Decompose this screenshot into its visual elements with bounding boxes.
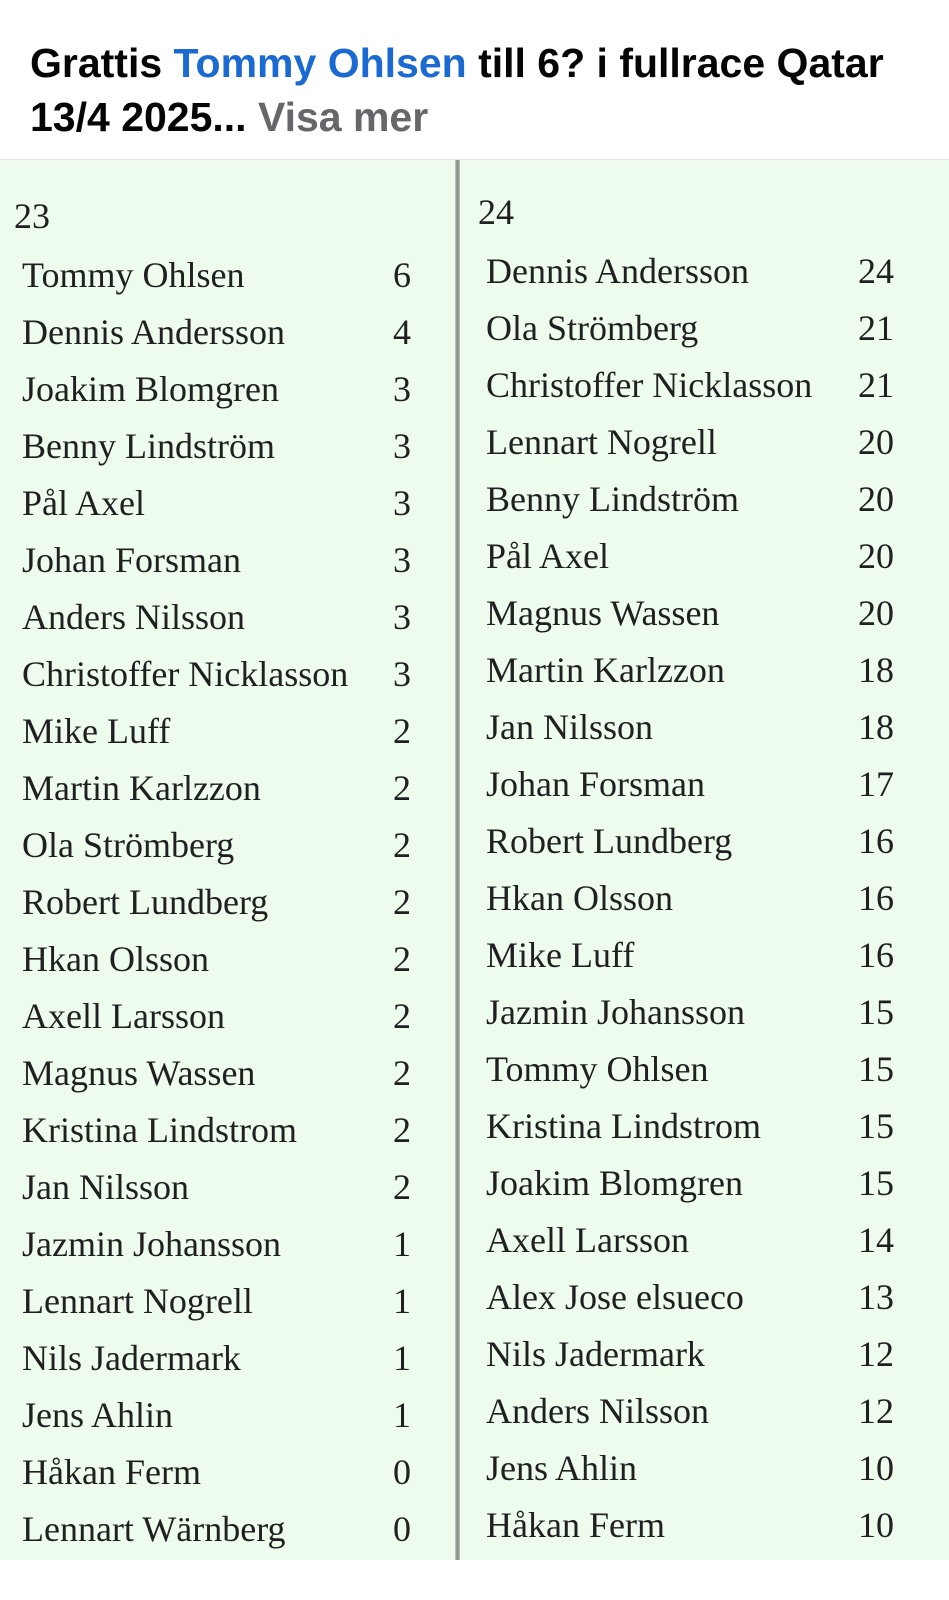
table-row <box>22 817 455 874</box>
player-points: 16 <box>858 935 894 975</box>
post-photo[interactable] <box>0 160 949 1560</box>
post-header <box>0 0 949 160</box>
player-name: Anders Nilsson <box>22 597 245 637</box>
table-row <box>486 1326 949 1383</box>
player-points: 12 <box>858 1334 894 1374</box>
player-points: 2 <box>393 711 411 751</box>
table-row <box>486 414 949 471</box>
table-row <box>22 1387 455 1444</box>
player-name: Kristina Lindstrom <box>486 1106 761 1146</box>
player-name: Jens Ahlin <box>22 1395 174 1435</box>
player-points: 20 <box>858 479 894 519</box>
player-points: 12 <box>858 1391 894 1431</box>
player-points: 3 <box>393 540 411 580</box>
player-name: Robert Lundberg <box>22 882 269 922</box>
table-row <box>22 1330 455 1387</box>
caption-suffix: till 6? i fullrace Qatar 13/4 2025... <box>30 40 884 140</box>
table-row <box>486 300 949 357</box>
player-name: Axell Larsson <box>486 1220 689 1260</box>
player-name: Magnus Wassen <box>22 1053 256 1093</box>
table-row <box>486 642 949 699</box>
player-points: 14 <box>858 1220 894 1260</box>
player-name: Jazmin Johansson <box>486 992 745 1032</box>
player-name: Tommy Ohlsen <box>486 1049 709 1089</box>
player-name: Axell Larsson <box>22 996 225 1036</box>
table-row <box>22 646 455 703</box>
player-name: Ola Strömberg <box>486 308 699 348</box>
player-name: Dennis Andersson <box>486 251 749 291</box>
player-points: 1 <box>393 1281 411 1321</box>
player-name: Robert Lundberg <box>486 821 733 861</box>
player-name: Johan Forsman <box>22 540 241 580</box>
player-points: 3 <box>393 654 411 694</box>
player-points: 2 <box>393 996 411 1036</box>
player-points: 21 <box>858 365 894 405</box>
table-row <box>22 247 455 304</box>
table-row <box>486 1212 949 1269</box>
table-row <box>22 760 455 817</box>
player-name: Magnus Wassen <box>486 593 720 633</box>
player-points: 20 <box>858 536 894 576</box>
table-row <box>486 1155 949 1212</box>
table-rows-left <box>22 247 455 1558</box>
player-name: Håkan Ferm <box>22 1452 201 1492</box>
player-name: Hkan Olsson <box>486 878 673 918</box>
table-row <box>486 870 949 927</box>
player-name: Lennart Wärnberg <box>22 1509 286 1549</box>
player-points: 15 <box>858 1049 894 1089</box>
player-points: 3 <box>393 426 411 466</box>
player-name: Mike Luff <box>486 935 635 975</box>
table-row <box>22 589 455 646</box>
table-row <box>486 585 949 642</box>
player-name: Joakim Blomgren <box>22 369 279 409</box>
mention-link[interactable]: Tommy Ohlsen <box>173 40 467 86</box>
player-points: 0 <box>393 1509 411 1549</box>
table-row <box>22 532 455 589</box>
player-points: 16 <box>858 878 894 918</box>
player-points: 2 <box>393 1110 411 1150</box>
player-points: 20 <box>858 593 894 633</box>
player-points: 2 <box>393 768 411 808</box>
player-name: Pål Axel <box>486 536 609 576</box>
player-points: 21 <box>858 308 894 348</box>
player-points: 1 <box>393 1338 411 1378</box>
table-rows-right <box>486 243 949 1554</box>
player-points: 2 <box>393 1053 411 1093</box>
table-heading-right: 24 <box>478 192 514 232</box>
player-name: Martin Karlzzon <box>486 650 725 690</box>
table-row <box>22 703 455 760</box>
player-name: Jazmin Johansson <box>22 1224 281 1264</box>
player-points: 1 <box>393 1395 411 1435</box>
player-points: 24 <box>858 251 894 291</box>
player-points: 3 <box>393 483 411 523</box>
standings-table-right <box>460 160 949 1560</box>
player-name: Håkan Ferm <box>486 1505 665 1545</box>
table-row <box>22 874 455 931</box>
player-points: 20 <box>858 422 894 462</box>
table-row <box>486 1440 949 1497</box>
player-name: Kristina Lindstrom <box>22 1110 297 1150</box>
table-row <box>22 418 455 475</box>
player-points: 2 <box>393 939 411 979</box>
table-row <box>22 931 455 988</box>
player-points: 17 <box>858 764 894 804</box>
bottom-area <box>0 1560 949 1600</box>
player-name: Joakim Blomgren <box>486 1163 743 1203</box>
player-points: 18 <box>858 707 894 747</box>
player-points: 15 <box>858 992 894 1032</box>
player-name: Pål Axel <box>22 483 145 523</box>
player-points: 3 <box>393 597 411 637</box>
player-name: Christoffer Nicklasson <box>486 365 813 405</box>
player-name: Jens Ahlin <box>486 1448 638 1488</box>
player-name: Benny Lindström <box>22 426 275 466</box>
table-row <box>22 304 455 361</box>
table-row <box>22 1159 455 1216</box>
table-row <box>22 1102 455 1159</box>
player-points: 15 <box>858 1106 894 1146</box>
table-row <box>486 699 949 756</box>
table-row <box>22 988 455 1045</box>
table-row <box>486 756 949 813</box>
player-name: Hkan Olsson <box>22 939 209 979</box>
player-name: Jan Nilsson <box>22 1167 190 1207</box>
player-name: Dennis Andersson <box>22 312 285 352</box>
player-points: 16 <box>858 821 894 861</box>
player-name: Tommy Ohlsen <box>22 255 245 295</box>
player-name: Lennart Nogrell <box>486 422 717 462</box>
table-row <box>486 1041 949 1098</box>
table-row <box>486 1098 949 1155</box>
player-points: 10 <box>858 1448 894 1488</box>
table-row <box>486 1497 949 1554</box>
table-row <box>486 1269 949 1326</box>
table-row <box>486 357 949 414</box>
player-name: Anders Nilsson <box>486 1391 709 1431</box>
see-more-link[interactable]: Visa mer <box>246 94 429 140</box>
table-row <box>22 361 455 418</box>
player-points: 2 <box>393 825 411 865</box>
player-name: Alex Jose elsueco <box>486 1277 744 1317</box>
standings-table-left <box>0 160 455 1560</box>
player-points: 4 <box>393 312 411 352</box>
player-name: Nils Jadermark <box>486 1334 705 1374</box>
player-name: Benny Lindström <box>486 479 739 519</box>
player-points: 1 <box>393 1224 411 1264</box>
table-row <box>22 1045 455 1102</box>
player-points: 2 <box>393 1167 411 1207</box>
table-row <box>486 1383 949 1440</box>
table-row <box>22 1216 455 1273</box>
player-name: Johan Forsman <box>486 764 705 804</box>
table-row <box>486 243 949 300</box>
player-points: 6 <box>393 255 411 295</box>
player-name: Christoffer Nicklasson <box>22 654 349 694</box>
player-name: Martin Karlzzon <box>22 768 261 808</box>
table-row <box>486 813 949 870</box>
table-row <box>486 471 949 528</box>
player-points: 10 <box>858 1505 894 1545</box>
player-points: 13 <box>858 1277 894 1317</box>
player-points: 2 <box>393 882 411 922</box>
player-points: 15 <box>858 1163 894 1203</box>
player-name: Lennart Nogrell <box>22 1281 253 1321</box>
table-row <box>486 528 949 585</box>
player-points: 18 <box>858 650 894 690</box>
table-row <box>22 1273 455 1330</box>
player-name: Jan Nilsson <box>486 707 654 747</box>
player-name: Ola Strömberg <box>22 825 235 865</box>
post-caption <box>30 36 919 144</box>
player-name: Nils Jadermark <box>22 1338 241 1378</box>
table-row <box>486 984 949 1041</box>
caption-prefix: Grattis <box>30 40 174 86</box>
table-row <box>486 927 949 984</box>
player-name: Mike Luff <box>22 711 171 751</box>
player-points: 3 <box>393 369 411 409</box>
table-row <box>22 475 455 532</box>
table-heading-left: 23 <box>14 196 50 236</box>
table-row <box>22 1501 455 1558</box>
table-row <box>22 1444 455 1501</box>
player-points: 0 <box>393 1452 411 1492</box>
